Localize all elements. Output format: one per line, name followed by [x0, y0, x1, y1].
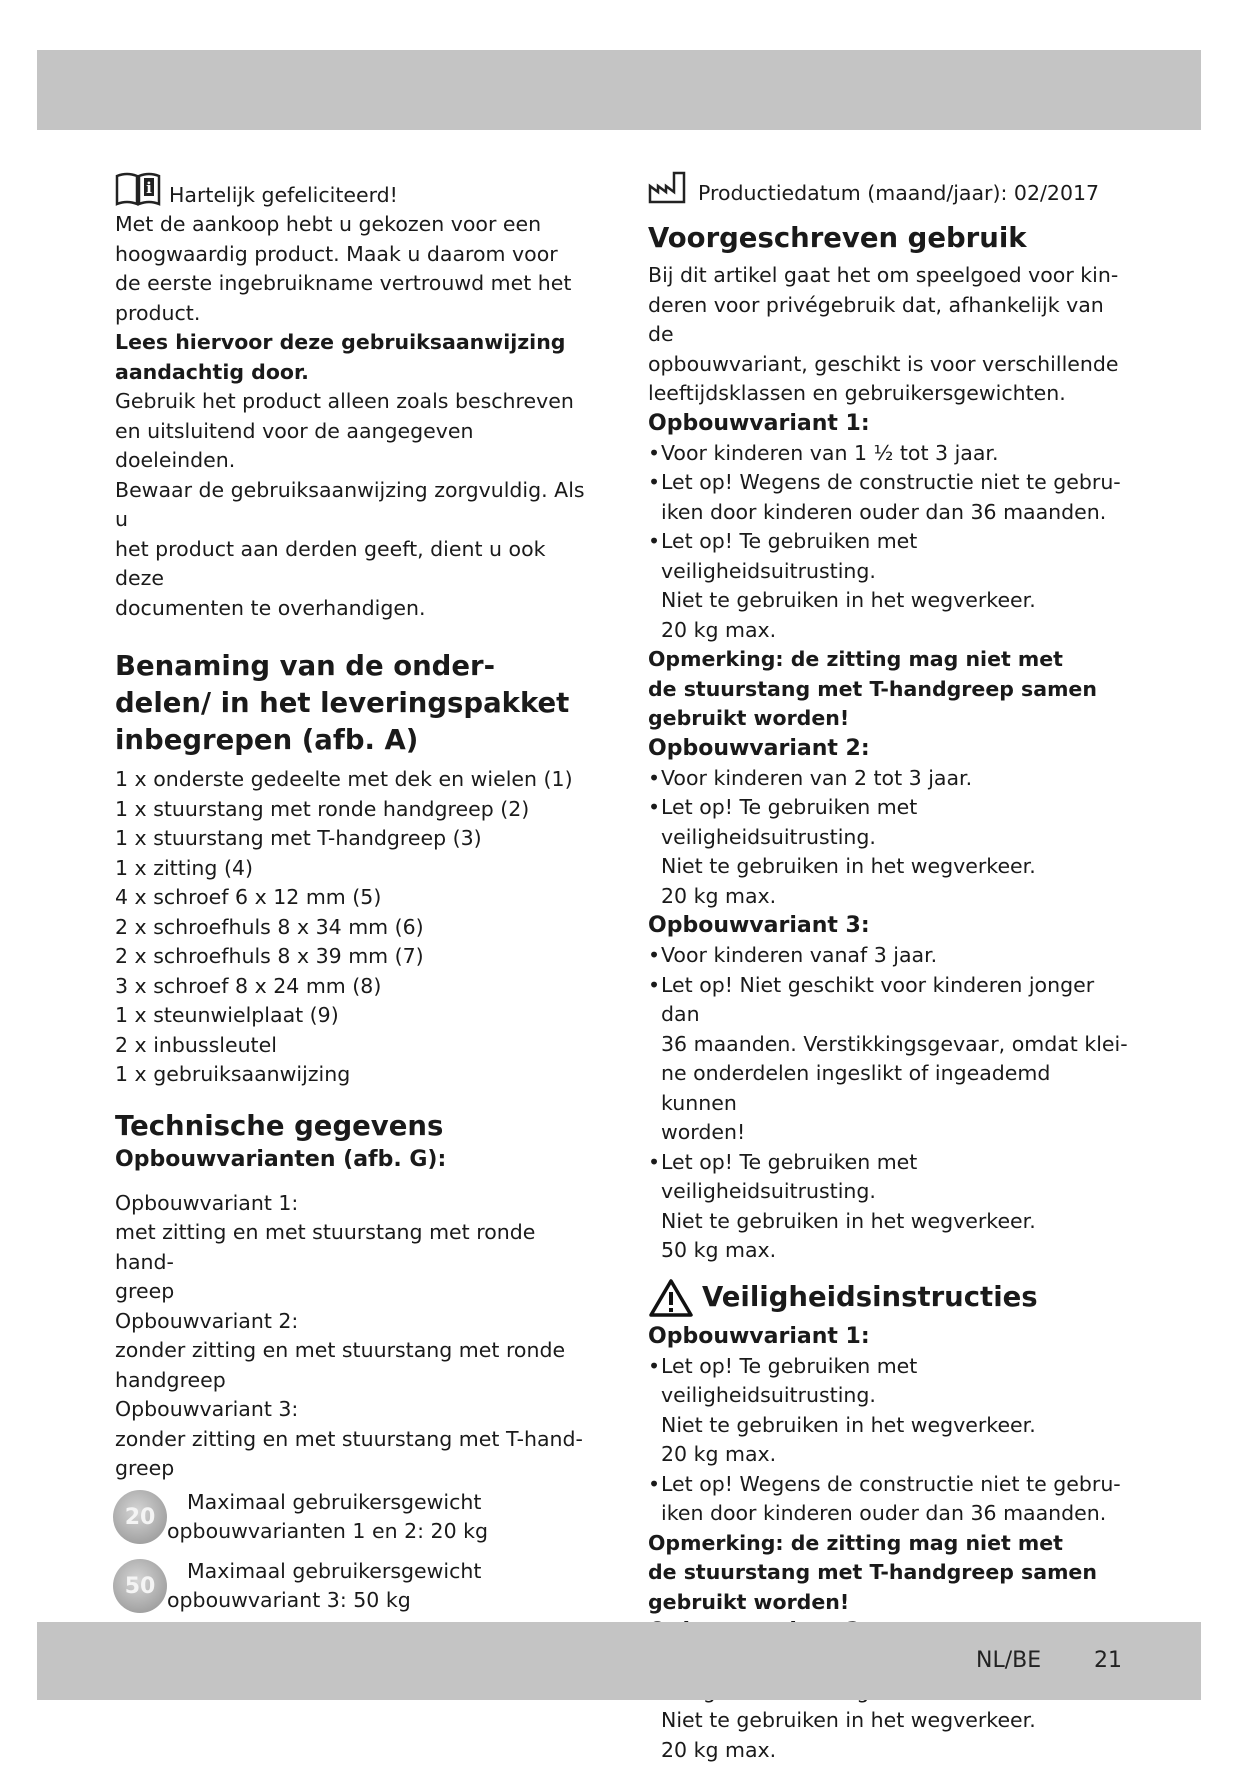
left-column	[115, 172, 600, 1683]
weight-line: Maximaal gebruikersgewicht	[187, 1558, 482, 1583]
parts-heading: inbegrepen (afb. A)	[115, 724, 419, 756]
footer-region: NL/BE	[976, 1648, 1042, 1673]
safety-variant-1-heading: Opbouwvariant 1:	[648, 1323, 870, 1349]
intro-line: product.	[115, 300, 201, 325]
use-line: Bij dit artikel gaat het om speelgoed voor kin-	[648, 263, 1119, 287]
production-date: Productiedatum (maand/jaar): 02/2017	[698, 180, 1100, 205]
intro-heading: Hartelijk gefeliciteerd!	[169, 182, 398, 207]
variant-line: greep	[115, 1456, 175, 1480]
parts-item: 2 x inbussleutel	[115, 1032, 277, 1057]
intro-line: Met de aankoop hebt u gekozen voor een	[115, 212, 542, 236]
bullet-item: Niet te gebruiken in het wegverkeer. 20 kg max.	[661, 1708, 1036, 1762]
use-variant-3-heading: Opbouwvariant 3:	[648, 913, 870, 938]
parts-item: 2 x schroefhuls 8 x 39 mm (7)	[115, 944, 424, 968]
weight-line: Maximaal gebruikersgewicht	[187, 1489, 482, 1514]
svg-text:i: i	[146, 179, 152, 197]
bullet-item: • Let op! Te gebruiken met veiligheidsuitrusting. Niet te gebruiken in het wegverkeer. 20 kg max.	[648, 529, 1036, 642]
use-variant-1-heading: Opbouwvariant 1:	[648, 410, 870, 436]
bullet-item: • Let op! Niet geschikt voor kinderen jonger dan 36 maanden. Verstikkingsgevaar, omdat klei- ne onderdelen ingeslikt of ingeademd kunnen worden!	[648, 972, 1128, 1144]
header-band	[37, 50, 1201, 130]
use-line: leeftijdsklassen en gebruikersgewichten.	[648, 381, 1066, 405]
use-variant-2-heading: Opbouwvariant 2:	[648, 735, 870, 761]
variants-heading: Opbouwvarianten (afb. G):	[115, 1146, 447, 1172]
weight-row	[115, 1557, 600, 1616]
bullet-item: • Let op! Te gebruiken met veiligheidsuitrusting. Niet te gebruiken in het wegverkeer. 20 kg max.	[648, 795, 1036, 908]
note-line: Opmerking: de zitting mag niet met	[648, 647, 1063, 671]
weight-line: opbouwvarianten 1 en 2: 20 kg	[167, 1519, 489, 1543]
production-date-row	[648, 170, 1128, 208]
intro-line: en uitsluitend voor de aangegeven doeleinden.	[115, 418, 474, 472]
intro-heading-row	[115, 172, 600, 210]
intro-line: documenten te overhandigen.	[115, 595, 426, 620]
factory-date-icon	[648, 170, 688, 204]
parts-item: 1 x steunwielplaat (9)	[115, 1003, 339, 1027]
page-number: 21	[1094, 1648, 1122, 1673]
intro-line: hoogwaardig product. Maak u daarom voor	[115, 241, 558, 266]
variant-line: zonder zitting en met stuurstang met ronde	[115, 1338, 566, 1362]
bullet-item: • Let op! Wegens de constructie niet te gebru- iken door kinderen ouder dan 36 maanden.	[648, 1471, 1121, 1525]
variant-label: Opbouwvariant 3:	[115, 1397, 299, 1421]
info-book-icon	[115, 172, 161, 208]
note-line: gebruikt worden!	[648, 1589, 850, 1614]
bullet-item: • Voor kinderen van 1 ½ tot 3 jaar.	[648, 440, 999, 465]
parts-item: 3 x schroef 8 x 24 mm (8)	[115, 973, 382, 998]
safety-heading-row	[648, 1278, 1128, 1318]
parts-item: 4 x schroef 6 x 12 mm (5)	[115, 885, 382, 909]
parts-item: 2 x schroefhuls 8 x 34 mm (6)	[115, 914, 424, 939]
note-line: Opmerking: de zitting mag niet met	[648, 1530, 1063, 1555]
safety-heading: Veiligheidsinstructies	[702, 1281, 1038, 1313]
intro-bold-line: Lees hiervoor deze gebruiksaanwijzing	[115, 330, 566, 354]
note-line: de stuurstang met T-handgreep samen	[648, 1560, 1097, 1584]
parts-item: 1 x stuurstang met T-handgreep (3)	[115, 826, 482, 850]
max-weight-20kg-icon: 20	[113, 1490, 167, 1544]
bullet-item: • Let op! Te gebruiken met veiligheidsuitrusting. Niet te gebruiken in het wegverkeer. 20 kg max.	[648, 1353, 1036, 1466]
variant-line: handgreep	[115, 1367, 226, 1392]
variant-line: zonder zitting en met stuurstang met T-hand-	[115, 1426, 583, 1451]
variant-label: Opbouwvariant 2:	[115, 1308, 299, 1333]
bullet-item: • Let op! Te gebruiken met veiligheidsuitrusting. Niet te gebruiken in het wegverkeer. 50 kg max.	[648, 1149, 1036, 1262]
variant-label: Opbouwvariant 1:	[115, 1190, 299, 1215]
max-weight-50kg-icon: 50	[113, 1559, 167, 1613]
weight-line: opbouwvariant 3: 50 kg	[167, 1588, 411, 1612]
intro-line: Bewaar de gebruiksaanwijzing zorgvuldig. Als u	[115, 477, 585, 531]
intro-line: Gebruik het product alleen zoals beschreven	[115, 389, 574, 413]
parts-heading: delen/ in het leveringspakket	[115, 687, 570, 719]
parts-item: 1 x gebruiksaanwijzing	[115, 1062, 351, 1086]
right-column	[648, 170, 1128, 1765]
parts-item: 1 x stuurstang met ronde handgreep (2)	[115, 796, 530, 821]
bullet-item: • Voor kinderen vanaf 3 jaar.	[648, 943, 938, 967]
weight-row	[115, 1488, 600, 1547]
parts-item: 1 x onderste gedeelte met dek en wielen (1)	[115, 767, 573, 791]
warning-triangle-icon	[648, 1278, 694, 1318]
variant-line: met zitting en met stuurstang met ronde hand-	[115, 1220, 536, 1274]
intro-line: het product aan derden geeft, dient u ook deze	[115, 536, 546, 590]
parts-item: 1 x zitting (4)	[115, 855, 253, 880]
use-line: deren voor privégebruik dat, afhankelijk van de	[648, 292, 1104, 346]
intro-bold-line: aandachtig door.	[115, 359, 309, 384]
use-line: opbouwvariant, geschikt is voor verschillende	[648, 351, 1119, 376]
bullet-item: • Let op! Wegens de constructie niet te gebru- iken door kinderen ouder dan 36 maanden.	[648, 470, 1121, 524]
tech-heading: Technische gegevens	[115, 1109, 444, 1142]
note-line: gebruikt worden!	[648, 706, 850, 730]
bullet-item: • Voor kinderen van 2 tot 3 jaar.	[648, 765, 973, 790]
use-heading: Voorgeschreven gebruik	[648, 222, 1027, 254]
variant-line: greep	[115, 1279, 175, 1303]
note-line: de stuurstang met T-handgreep samen	[648, 676, 1097, 701]
parts-heading: Benaming van de onder-	[115, 650, 495, 682]
intro-line: de eerste ingebruikname vertrouwd met het	[115, 271, 572, 295]
